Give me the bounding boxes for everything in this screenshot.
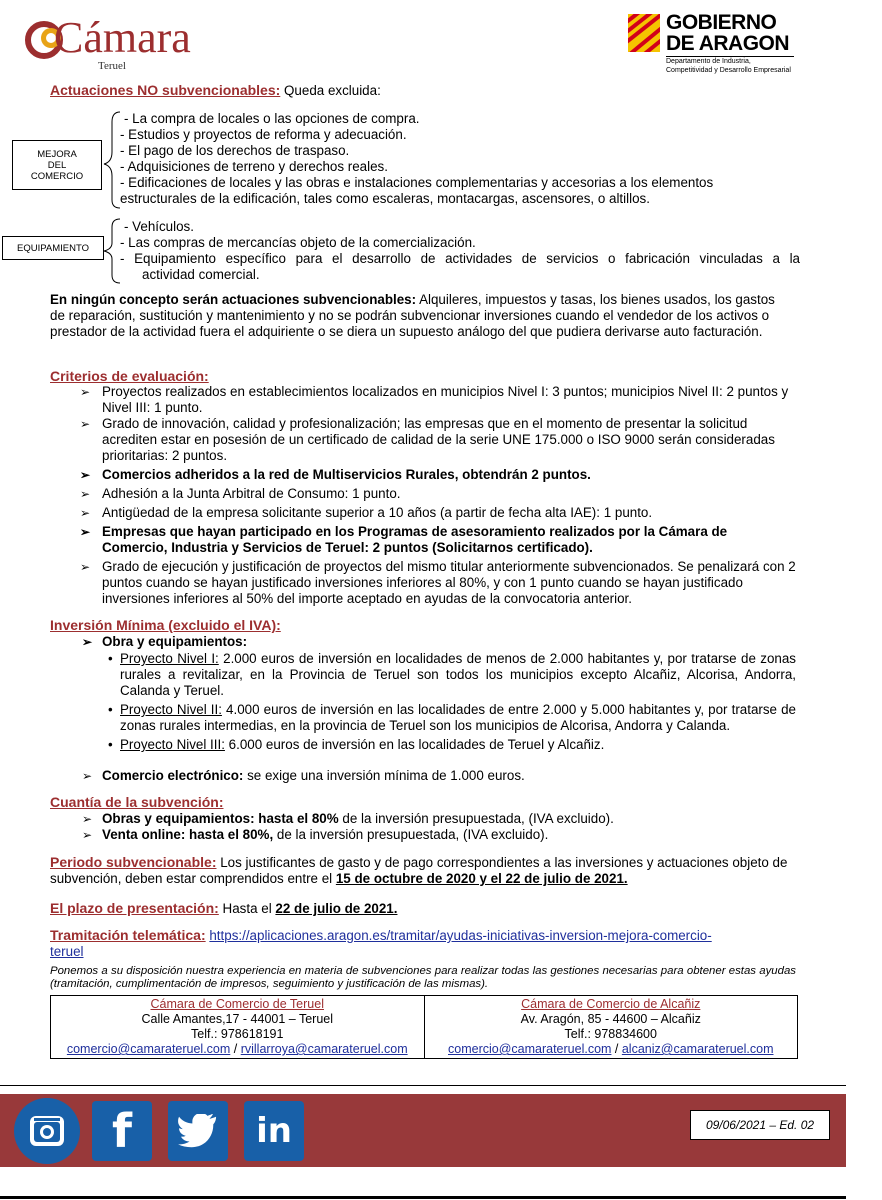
equip-item: - Equipamiento específico para el desarrollo de actividades de servicios o fabricación vinculadas a la	[120, 251, 800, 266]
arrow-bullet-icon: ➢	[82, 812, 93, 826]
criterio-text: Grado de ejecución y justificación de proyectos del mismo titular anteriormente subvencionados. Se penalizará con 2 puntos cuando se hayan justificado inversiones inferiores al 80%, y con 1 punto cuando se hayan justificado inversiones inferiores al 50% del importe aceptado en ayudas de la convocatoria anterior.	[102, 559, 796, 606]
plazo-date: 22 de julio de 2021.	[275, 901, 398, 916]
periodo-dates: 15 de octubre de 2020 y el 22 de julio de 2021.	[335, 871, 628, 886]
periodo-title: Periodo subvencionable:	[50, 854, 217, 870]
nivel-item	[102, 737, 796, 753]
mejora-item: - Estudios y proyectos de reforma y adecuación.	[120, 127, 407, 142]
arrow-bullet-icon: ➢	[80, 468, 91, 482]
criterio-text: Empresas que hayan participado en los Programas de asesoramiento realizados por la Cámara de Comercio, Industria y Servicios de Teruel: 2 puntos (Solicitarnos certificado).	[102, 524, 728, 555]
box-mejora-l2: DEL	[47, 159, 67, 171]
linkedin-icon[interactable]: in	[244, 1101, 304, 1161]
cuantia-i1-text: de la inversión presupuestada, (IVA excluido).	[338, 811, 614, 826]
never-paragraph	[50, 292, 790, 340]
nivel1-label: Proyecto Nivel I:	[120, 651, 219, 666]
periodo-text: Los justificantes de gasto y de pago correspondientes a las inversiones y actuaciones objeto de subvención, deben estar comprendidos entre el	[50, 855, 788, 886]
cuantia-item	[76, 811, 796, 827]
mejora-list	[120, 111, 820, 207]
inversion-heading	[50, 617, 281, 634]
criterio-item	[76, 416, 796, 464]
tramitacion-title: Tramitación telemática:	[50, 927, 206, 943]
criterios-list	[76, 384, 796, 607]
box-equipamiento-label: EQUIPAMIENTO	[17, 242, 89, 254]
date-edition-box	[690, 1110, 830, 1140]
criterios-heading	[50, 368, 209, 385]
instagram-glyph	[14, 1098, 80, 1164]
never-bold: En ningún concepto serán actuaciones subvencionables:	[50, 292, 417, 307]
nivel-list	[102, 651, 796, 753]
contact-email-sep: /	[611, 1042, 622, 1056]
gobierno-dept1: Departamento de Industria,	[666, 58, 751, 65]
bullet-dot-icon: •	[108, 737, 113, 752]
criterio-text: Comercios adheridos a la red de Multiservicios Rurales, obtendrán 2 puntos.	[102, 467, 591, 482]
gobierno-line1: GOBIERNO	[666, 11, 777, 34]
criterio-text: Grado de innovación, calidad y profesionalización; las empresas que en el momento de presentar la solicitud acrediten estar en posesión de un certificado de calidad de la serie UNE 175.000 o ISO 9000 serán consideradas prioritarias: 2 puntos.	[102, 416, 775, 463]
contact-email-link[interactable]: comercio@camarateruel.com	[448, 1042, 612, 1056]
arrow-bullet-icon: ➢	[80, 417, 91, 431]
nivel3-label: Proyecto Nivel III:	[120, 737, 225, 752]
contact-alcaniz	[424, 996, 798, 1059]
arrow-bullet-icon: ➢	[82, 635, 93, 649]
criterio-item	[76, 524, 796, 556]
gobierno-dept2: Competitividad y Desarrollo Empresarial	[666, 67, 791, 74]
arrow-bullet-icon: ➢	[80, 487, 91, 501]
bullet-dot-icon: •	[108, 651, 113, 666]
table-row	[51, 996, 798, 1059]
criterio-item	[76, 384, 796, 416]
arrow-bullet-icon: ➢	[82, 828, 93, 842]
plazo-paragraph	[50, 900, 790, 917]
criterio-item	[76, 467, 796, 483]
cuantia-list	[76, 811, 796, 843]
contact-phone: Telf.: 978834600	[564, 1027, 657, 1041]
criterio-text: Proyectos realizados en establecimientos localizados en municipios Nivel I: 3 puntos; municipios Nivel II: 2 puntos y Nivel III: 1 punto.	[102, 384, 789, 415]
box-mejora-l3: COMERCIO	[30, 170, 84, 182]
no-subv-heading	[50, 82, 381, 99]
box-mejora-comercio	[12, 140, 102, 190]
criterio-item	[76, 505, 796, 521]
periodo-paragraph	[50, 854, 790, 887]
inversion-ecom	[76, 768, 796, 784]
cuantia-title: Cuantía de la subvención:	[50, 794, 224, 810]
aragon-flag-icon	[628, 14, 660, 52]
mejora-item: estructurales de la edificación, tales como escaleras, montacargas, ascensores, o altillos.	[120, 191, 650, 206]
brace-mejora	[100, 110, 122, 210]
contact-emails	[53, 1042, 422, 1057]
contact-email-link[interactable]: rvillarroya@camarateruel.com	[240, 1042, 408, 1056]
plazo-title: El plazo de presentación:	[50, 900, 219, 916]
camara-logo-text: Cámara	[54, 13, 191, 62]
criterio-item	[76, 486, 796, 502]
box-equipamiento	[2, 236, 104, 260]
criterio-text: Antigüedad de la empresa solicitante superior a 10 años (a partir de fecha alta IAE): 1 punto.	[102, 505, 653, 520]
never-text: Alquileres, impuestos y tasas, los bienes usados, los gastos de reparación, sustitución y mantenimiento y no se podrán subvencionar inversiones cuando el vendedor de los activos o prestador de la actividad fuera el adquiriente o se diera un supuesto análogo del que pudiera derivarse auto facturación.	[50, 292, 775, 339]
equip-item: actividad comercial.	[142, 267, 260, 282]
arrow-bullet-icon: ➢	[82, 769, 93, 783]
cuantia-i2-text: de la inversión presupuestada, (IVA excluido).	[273, 827, 549, 842]
twitter-icon[interactable]	[168, 1101, 228, 1161]
arrow-bullet-icon: ➢	[80, 506, 91, 520]
camara-logo	[22, 12, 232, 74]
ecom-text: se exige una inversión mínima de 1.000 euros.	[243, 768, 525, 783]
footer-rule-top	[0, 1085, 846, 1086]
mejora-item: - Adquisiciones de terreno y derechos reales.	[120, 159, 388, 174]
facebook-icon[interactable]: f	[92, 1101, 152, 1161]
brace-equipamiento	[100, 217, 122, 285]
contact-email-sep: /	[230, 1042, 241, 1056]
disposicion-text: Ponemos a su disposición nuestra experiencia en materia de subvenciones para realizar todas las gestiones necesarias para obtener estas ayudas (tramitación, cumplimentación de impresos, seguimiento y justificación de las mismas).	[50, 965, 796, 990]
contact-phone: Telf.: 978618191	[191, 1027, 284, 1041]
criterio-item	[76, 559, 796, 607]
contact-name: Cámara de Comercio de Alcañiz	[521, 997, 701, 1011]
plazo-text: Hasta el	[218, 901, 276, 916]
equip-item: - Vehículos.	[124, 219, 194, 234]
contact-email-link[interactable]: comercio@camarateruel.com	[66, 1042, 231, 1056]
camara-logo-sub: Teruel	[98, 60, 126, 72]
criterios-title: Criterios de evaluación:	[50, 368, 209, 384]
nivel2-text: 4.000 euros de inversión en las localidades de entre 2.000 y 5.000 habitantes y, por tratarse de zonas rurales intermedias, en la provincia de Teruel son los municipios de Alcorisa, Andorra y Calanda.	[120, 702, 796, 733]
box-mejora-l1: MEJORA	[37, 148, 77, 160]
equip-list	[120, 219, 800, 283]
cuantia-heading	[50, 794, 223, 811]
inversion-list	[76, 634, 796, 650]
contacts-table	[50, 995, 798, 1059]
cuantia-i1-bold: Obras y equipamientos: hasta el 80%	[102, 811, 339, 826]
inversion-title: Inversión Mínima (excluido el IVA):	[50, 617, 281, 633]
contact-teruel	[51, 996, 425, 1059]
tramitacion-link-cont[interactable]: teruel	[50, 944, 84, 959]
nivel-item	[102, 651, 796, 699]
contact-name: Cámara de Comercio de Teruel	[150, 997, 324, 1011]
gobierno-line2: DE ARAGON	[666, 32, 790, 55]
criterio-text: Adhesión a la Junta Arbitral de Consumo: 1 punto.	[102, 486, 401, 501]
mejora-item: - El pago de los derechos de traspaso.	[120, 143, 350, 158]
arrow-bullet-icon: ➢	[80, 525, 91, 539]
contact-address: Calle Amantes,17 - 44001 – Teruel	[141, 1012, 334, 1026]
ecom-list	[76, 768, 796, 784]
contact-email-link[interactable]: alcaniz@camarateruel.com	[621, 1042, 774, 1056]
mejora-item: - La compra de locales o las opciones de compra.	[124, 111, 420, 126]
nivel2-label: Proyecto Nivel II:	[120, 702, 222, 717]
inversion-obra-label: Obra y equipamientos:	[102, 634, 248, 649]
inversion-obra	[76, 634, 796, 650]
bullet-dot-icon: •	[108, 702, 113, 717]
contact-address: Av. Aragón, 85 - 44600 – Alcañiz	[520, 1012, 701, 1026]
no-subv-intro: Queda excluida:	[280, 83, 381, 98]
nivel-item	[102, 702, 796, 734]
date-edition: 09/06/2021 – Ed. 02	[705, 1118, 815, 1132]
arrow-bullet-icon: ➢	[80, 385, 91, 399]
tramitacion-paragraph	[50, 927, 790, 960]
mejora-item: - Edificaciones de locales y las obras e instalaciones complementarias y accesorias a los elementos	[120, 175, 714, 190]
tramitacion-link[interactable]: https://aplicaciones.aragon.es/tramitar/ayudas-iniciativas-inversion-mejora-comercio-	[209, 928, 712, 943]
cuantia-i2-bold: Venta online: hasta el 80%,	[102, 827, 274, 842]
ecom-label: Comercio electrónico:	[102, 768, 244, 783]
equip-item: - Las compras de mercancías objeto de la comercialización.	[120, 235, 476, 250]
cuantia-item	[76, 827, 796, 843]
instagram-icon[interactable]	[14, 1098, 80, 1164]
nivel3-text: 6.000 euros de inversión en las localidades de Teruel y Alcañiz.	[224, 737, 605, 752]
gobierno-aragon-logo	[628, 12, 808, 78]
twitter-glyph	[178, 1114, 218, 1148]
arrow-bullet-icon: ➢	[80, 560, 91, 574]
contact-emails	[427, 1042, 796, 1057]
footer-rule-bottom	[0, 1196, 846, 1199]
no-subv-title: Actuaciones NO subvencionables:	[50, 82, 281, 98]
nivel1-text: 2.000 euros de inversión en localidades de menos de 2.000 habitantes y, por tratarse de zonas rurales a revitalizar, en la Provincia de Teruel son todos los municipios excepto Alcañiz, Alcorisa, Andorra, Calanda y Teruel.	[120, 651, 796, 698]
